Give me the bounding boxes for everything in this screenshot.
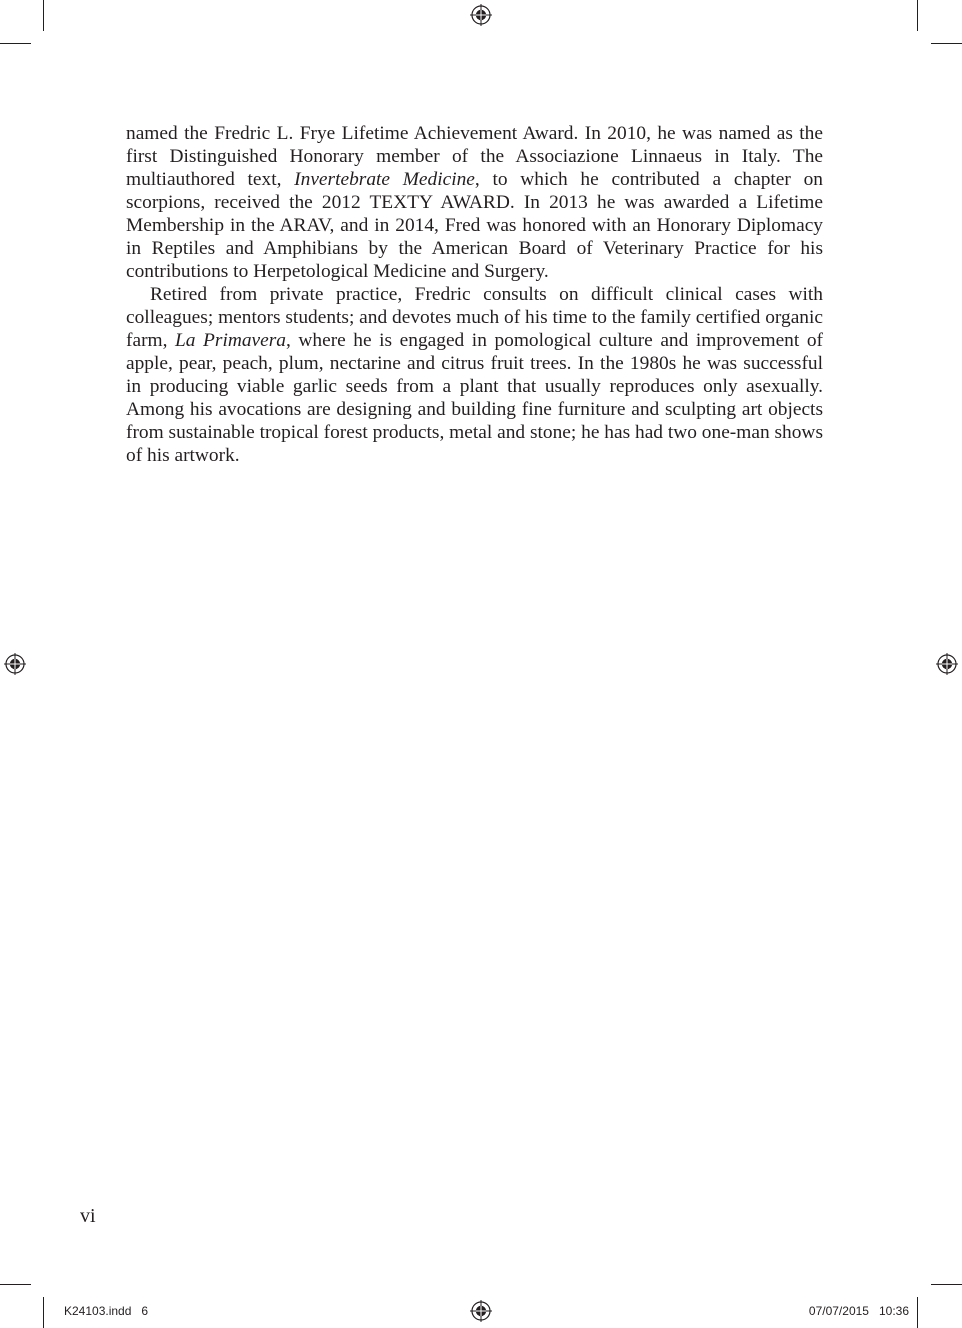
registration-mark-icon <box>936 653 958 675</box>
registration-mark-icon <box>4 653 26 675</box>
slug-filename: K24103.indd 6 <box>64 1304 149 1318</box>
paragraph-1 <box>126 122 823 283</box>
book-title-invertebrate-medicine: Invertebrate Medicine <box>294 169 475 190</box>
paragraph-2 <box>126 283 823 467</box>
crop-mark-top-right-horizontal <box>931 43 962 44</box>
crop-mark-bottom-left-vertical <box>43 1297 44 1328</box>
text-run: named the Fredric L. Frye Lifetime Achievement Award. In 2010, he was named as the first Distinguished Honorary member of the Associazione Linnaeus in Italy. The multiauthored text, <box>126 123 823 190</box>
crop-mark-bottom-left-horizontal <box>0 1284 31 1285</box>
text-run: , to which he contributed a chapter on scorpions, received the 2012 TEXTY AWARD. In 2013 he was awarded a Lifetime Membership in the ARAV, and in 2014, Fred was honored with an Honorary Diplomacy in Reptiles and Amphibians by the American Board of Veterinary Practice for his contributions to Herpetological Medicine and Surgery. <box>126 169 823 282</box>
crop-mark-top-right-vertical <box>917 0 918 31</box>
body-text <box>126 122 823 467</box>
text-run: , where he is engaged in pomological culture and improvement of apple, pear, peach, plum, nectarine and citrus fruit trees. In the 1980s he was successful in producing viable garlic seeds from a plant that usually reproduces only asexually. Among his avocations are designing and building fine furniture and sculpting art objects from sustainable tropical forest products, metal and stone; he has had two one-man shows of his artwork. <box>126 330 823 466</box>
slug-datetime: 07/07/2015 10:36 <box>808 1304 909 1318</box>
farm-name-la-primavera: La Primavera <box>175 330 286 351</box>
crop-mark-top-left-horizontal <box>0 43 31 44</box>
crop-mark-top-left-vertical <box>43 0 44 31</box>
page-number: vi <box>80 1205 96 1227</box>
crop-mark-bottom-right-horizontal <box>931 1284 962 1285</box>
crop-mark-bottom-right-vertical <box>917 1297 918 1328</box>
text-run: Retired from private practice, Fredric consults on difficult clinical cases with colleagues; mentors students; and devotes much of his time to the family certified organic farm, <box>126 284 823 351</box>
registration-mark-icon <box>470 1300 492 1322</box>
registration-mark-icon <box>470 4 492 26</box>
